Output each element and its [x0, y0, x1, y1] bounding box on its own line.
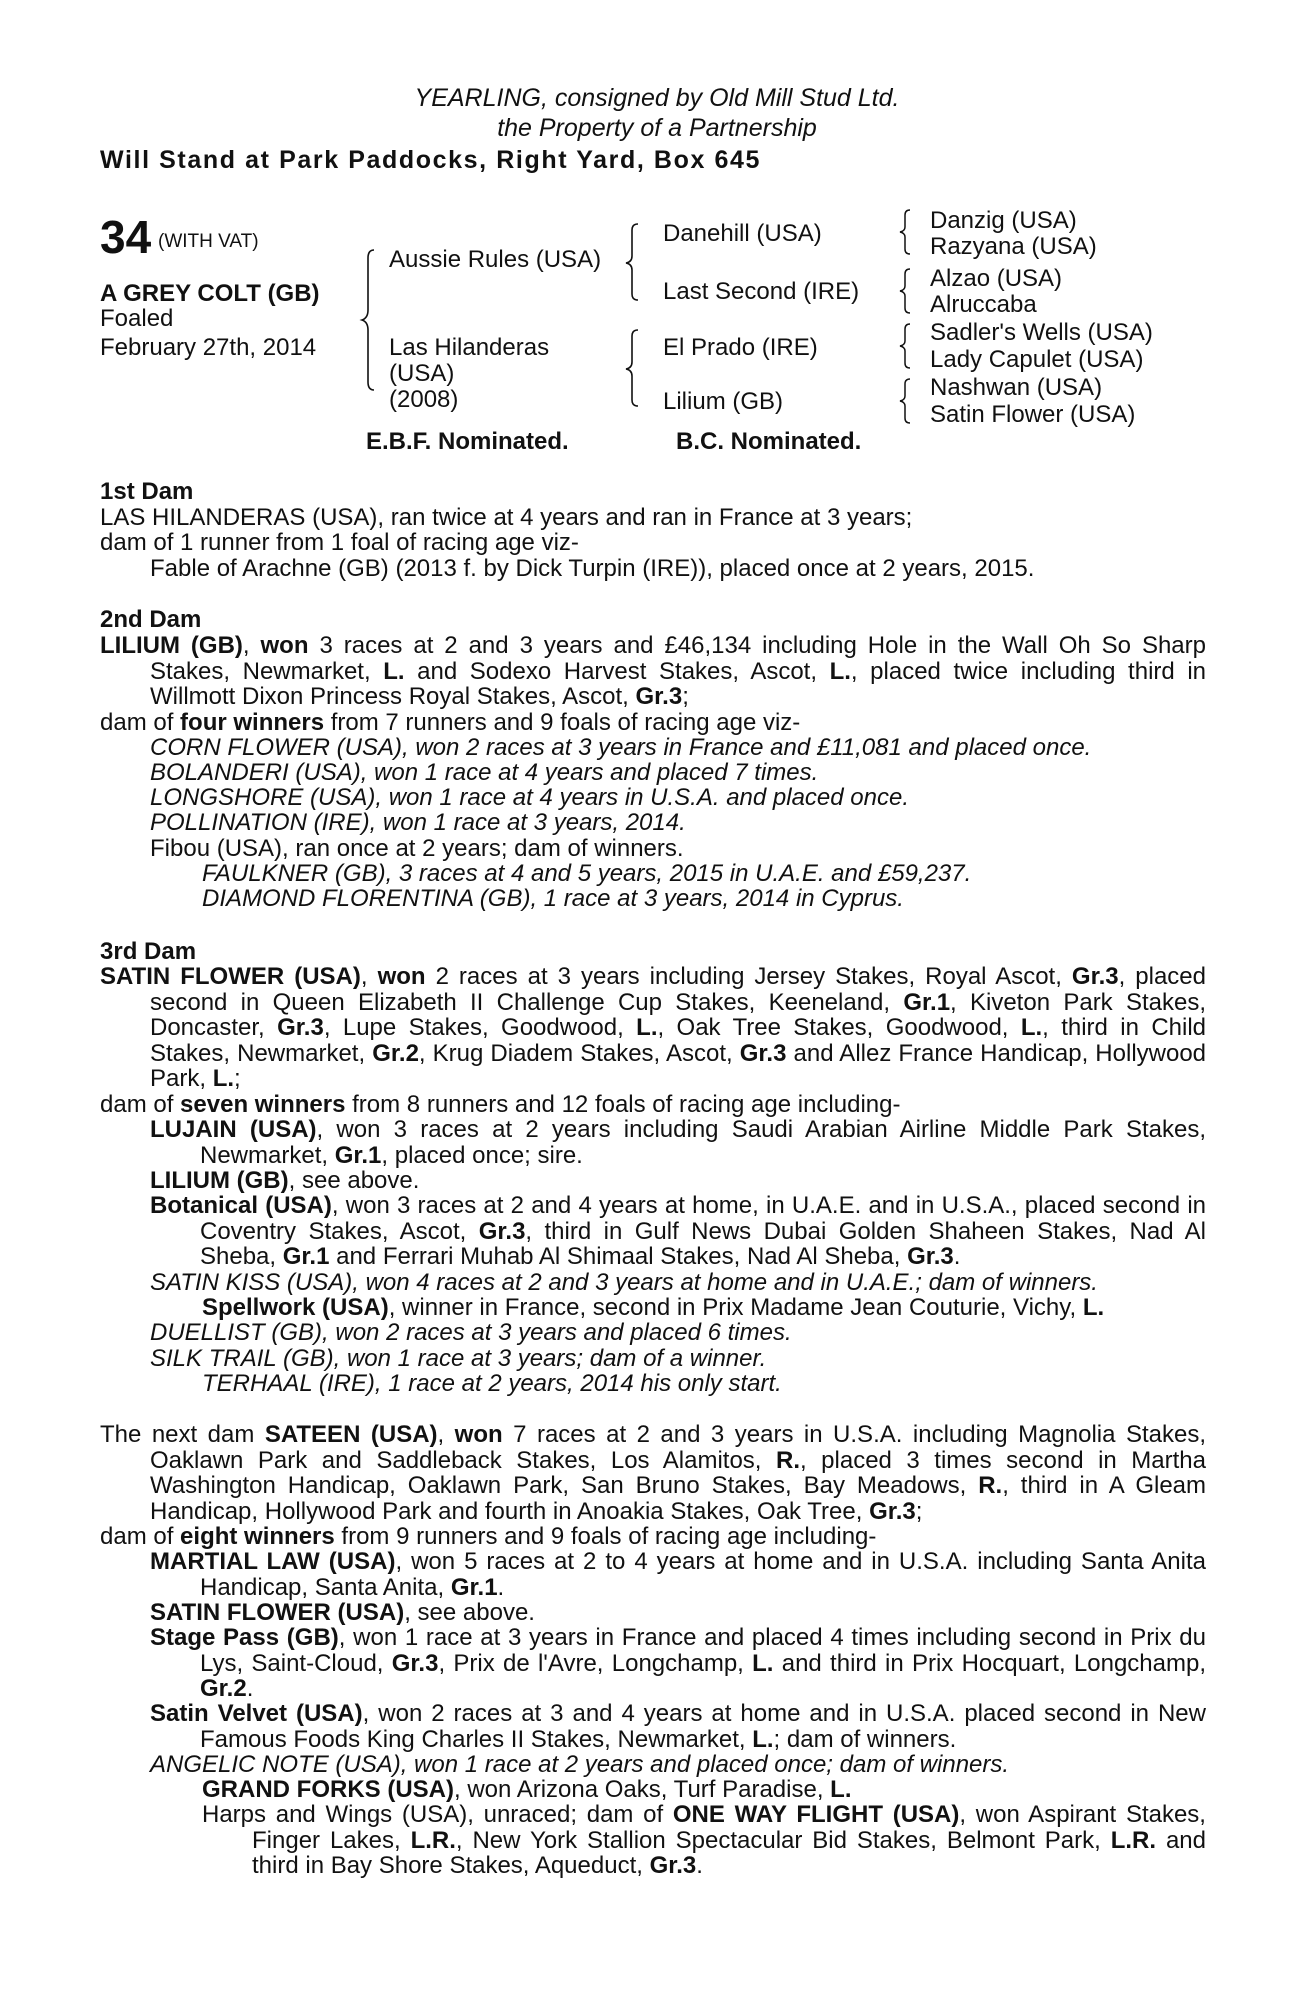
offspring-satin-flower: SATIN FLOWER (USA), see above.	[150, 1599, 535, 1626]
foaled-date: February 27th, 2014	[100, 334, 317, 361]
foaled-label: Foaled	[100, 305, 174, 332]
first-dam-line2: dam of 1 runner from 1 foal of racing age viz-	[100, 529, 579, 556]
offspring-faulkner: FAULKNER (GB), 3 races at 4 and 5 years, 2015 in U.A.E. and £59,237.	[202, 860, 972, 887]
first-dam-title: 1st Dam	[100, 478, 194, 505]
second-dam-won: won	[260, 632, 309, 659]
offspring-corn-flower: CORN FLOWER (USA), won 2 races at 3 years in France and £11,081 and placed once.	[150, 734, 1092, 761]
pedigree-dam-sire: El Prado (IRE)	[663, 334, 818, 361]
next-dam-paragraph: The next dam SATEEN (USA), won 7 races at 2 and 3 years in U.S.A. including Magnolia Stakes, Oaklawn Park and Saddleback Stakes, Los Alamitos, R., placed 3 times second in Martha Washington Handicap, Oaklawn Park, San Bruno Stakes, Bay Meadows, R., third in A Gleam Handicap, Hollywood Park and fourth in Anoakia Stakes, Oak Tree, Gr.3;	[100, 1421, 1207, 1525]
offspring-pollination: POLLINATION (IRE), won 1 race at 3 years, 2014.	[150, 809, 686, 836]
pedigree-g1: Danzig (USA)	[930, 207, 1077, 234]
offspring-duellist: DUELLIST (GB), won 2 races at 3 years and placed 6 times.	[150, 1319, 792, 1346]
first-dam-line1: LAS HILANDERAS (USA), ran twice at 4 years and ran in France at 3 years;	[100, 504, 913, 531]
offspring-silk-trail: SILK TRAIL (GB), won 1 race at 3 years; dam of a winner.	[150, 1345, 767, 1372]
offspring-grand-forks: GRAND FORKS (USA), won Arizona Oaks, Turf Paradise, L.	[202, 1776, 852, 1803]
offspring-lujain: LUJAIN (USA), won 3 races at 2 years including Saudi Arabian Airline Middle Park Stakes, Newmarket, Gr.1, placed once; sire.	[150, 1116, 1207, 1169]
pedigree-g7: Nashwan (USA)	[930, 374, 1103, 401]
pedigree-brace-main	[360, 246, 390, 396]
offspring-satin-velvet: Satin Velvet (USA), won 2 races at 3 and 4 years at home and in U.S.A. placed second in New Famous Foods King Charles II Stakes, Newmarket, L.; dam of winners.	[150, 1700, 1206, 1753]
third-dam-title: 3rd Dam	[100, 938, 197, 965]
lot-number: 34	[100, 211, 152, 263]
pedigree-brace-dam	[624, 326, 654, 411]
pedigree-brace-sire	[624, 220, 654, 305]
pedigree-dam-line1: Las Hilanderas	[389, 334, 550, 361]
first-dam-line3: Fable of Arachne (GB) (2013 f. by Dick Turpin (IRE)), placed once at 2 years, 2015.	[150, 555, 1035, 582]
offspring-diamond-florentina: DIAMOND FLORENTINA (GB), 1 race at 3 years, 2014 in Cyprus.	[202, 885, 904, 912]
lot-description: A GREY COLT (GB)	[100, 280, 320, 307]
pedigree-g4: Alruccaba	[930, 291, 1037, 318]
pedigree-sire: Aussie Rules (USA)	[389, 246, 602, 273]
pedigree-sire-dam: Last Second (IRE)	[663, 278, 860, 305]
offspring-martial-law: MARTIAL LAW (USA), won 5 races at 2 to 4 years at home and in U.S.A. including Santa Anita Handicap, Santa Anita, Gr.1.	[150, 1548, 1206, 1601]
offspring-botanical: Botanical (USA), won 3 races at 2 and 4 years at home, in U.A.E. and in U.S.A., placed second in Coventry Stakes, Ascot, Gr.3, third in Gulf News Dubai Golden Shaheen Stakes, Nad Al Sheba, Gr.1 and Ferrari Muhab Al Shimaal Stakes, Nad Al Sheba, Gr.3.	[150, 1192, 1206, 1270]
header-consignor: YEARLING, consigned by Old Mill Stud Ltd.	[414, 84, 900, 112]
pedigree-g2: Razyana (USA)	[930, 233, 1097, 260]
offspring-satin-kiss: SATIN KISS (USA), won 4 races at 2 and 3 years at home and in U.A.E.; dam of winners.	[150, 1269, 1098, 1296]
third-dam-paragraph: SATIN FLOWER (USA), won 2 races at 3 years including Jersey Stakes, Royal Ascot, Gr.3, placed second in Queen Elizabeth II Challenge Cup Stakes, Keeneland, Gr.1, Kiveton Park Stakes, Doncaster, Gr.3, Lupe Stakes, Goodwood, L., Oak Tree Stakes, Goodwood, L., third in Child Stakes, Newmarket, Gr.2, Krug Diadem Stakes, Ascot, Gr.3 and Allez France Handicap, Hollywood Park, L.;	[100, 963, 1207, 1092]
offspring-angelic-note: ANGELIC NOTE (USA), won 1 race at 2 years and placed once; dam of winners.	[150, 1751, 1010, 1778]
pedigree-g5: Sadler's Wells (USA)	[930, 319, 1153, 346]
third-dam-produce-line: dam of seven winners from 8 runners and 12 foals of racing age including-	[100, 1091, 901, 1118]
offspring-spellwork: Spellwork (USA), winner in France, second in Prix Madame Jean Couturie, Vichy, L.	[202, 1294, 1105, 1321]
pedigree-brace-g2	[898, 265, 918, 317]
offspring-harps-and-wings: Harps and Wings (USA), unraced; dam of ONE WAY FLIGHT (USA), won Aspirant Stakes, Finger Lakes, L.R., New York Stallion Spectacular Bid Stakes, Belmont Park, L.R. and third in Bay Shore Stakes, Aqueduct, Gr.3.	[202, 1801, 1206, 1879]
pedigree-g3: Alzao (USA)	[930, 265, 1063, 292]
next-dam-name: SATEEN (USA)	[264, 1421, 438, 1448]
pedigree-dam-dam: Lilium (GB)	[663, 388, 784, 415]
next-dam-produce-line: dam of eight winners from 9 runners and 9 foals of racing age including-	[100, 1523, 877, 1550]
offspring-longshore: LONGSHORE (USA), won 1 race at 4 years in U.S.A. and placed once.	[150, 784, 909, 811]
offspring-terhaal: TERHAAL (IRE), 1 race at 2 years, 2014 his only start.	[202, 1370, 782, 1397]
offspring-lilium: LILIUM (GB), see above.	[150, 1167, 420, 1194]
pedigree-dam-line2: (USA)	[389, 360, 455, 387]
pedigree-sire-sire: Danehill (USA)	[663, 220, 822, 247]
second-dam-produce-line: dam of four winners from 7 runners and 9 foals of racing age viz-	[100, 709, 801, 736]
pedigree-g6: Lady Capulet (USA)	[930, 346, 1144, 373]
offspring-stage-pass: Stage Pass (GB), won 1 race at 3 years in France and placed 4 times including second in Prix du Lys, Saint-Cloud, Gr.3, Prix de l'Avre, Longchamp, L. and third in Prix Hocquart, Longchamp, Gr.2.	[150, 1624, 1206, 1702]
pedigree-brace-g4	[898, 375, 918, 427]
pedigree-dam-line3: (2008)	[389, 386, 459, 413]
header-property: the Property of a Partnership	[497, 114, 817, 142]
second-dam-name: LILIUM (GB)	[100, 632, 243, 659]
vat-label: (WITH VAT)	[158, 231, 259, 252]
bc-nominated: B.C. Nominated.	[676, 428, 862, 455]
offspring-bolanderi: BOLANDERI (USA), won 1 race at 4 years and placed 7 times.	[150, 759, 819, 786]
pedigree-brace-g3	[898, 320, 918, 372]
header-location: Will Stand at Park Paddocks, Right Yard, Box 645	[100, 146, 762, 174]
offspring-fibou: Fibou (USA), ran once at 2 years; dam of winners.	[150, 835, 684, 862]
ebf-nominated: E.B.F. Nominated.	[366, 428, 569, 455]
second-dam-title: 2nd Dam	[100, 606, 202, 633]
pedigree-brace-g1	[898, 206, 918, 258]
third-dam-name: SATIN FLOWER (USA)	[100, 963, 361, 990]
pedigree-g8: Satin Flower (USA)	[930, 401, 1136, 428]
second-dam-paragraph: LILIUM (GB), won 3 races at 2 and 3 years and £46,134 including Hole in the Wall Oh So Sharp Stakes, Newmarket, L. and Sodexo Harvest Stakes, Ascot, L., placed twice including third in Willmott Dixon Princess Royal Stakes, Ascot, Gr.3;	[100, 632, 1207, 710]
